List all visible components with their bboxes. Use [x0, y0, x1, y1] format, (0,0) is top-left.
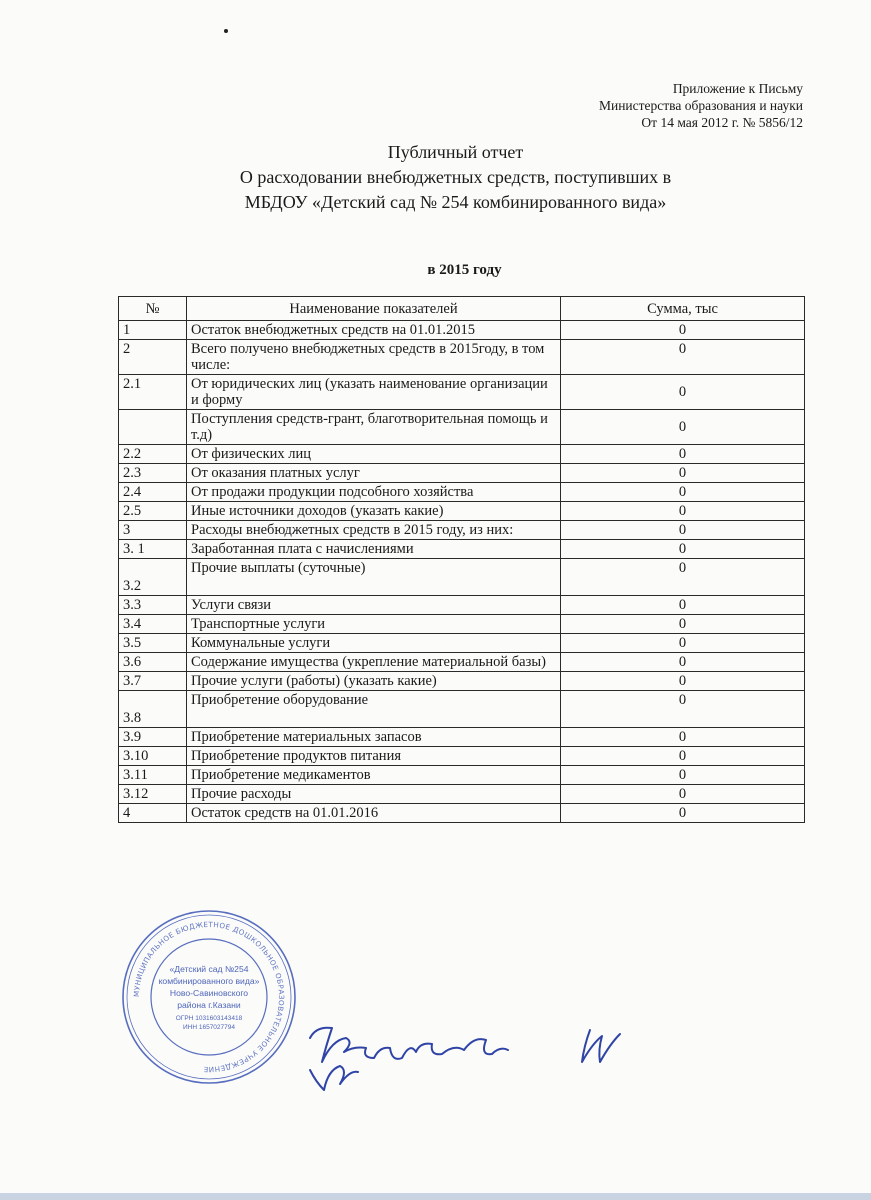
appendix-line: Приложение к Письму: [672, 81, 803, 96]
title-line: МБДОУ «Детский сад № 254 комбинированного вида»: [244, 192, 667, 212]
table-row: [119, 615, 805, 634]
table-row: [119, 672, 805, 691]
report-title: [0, 140, 871, 215]
header-sum: Сумма, тыс: [561, 297, 805, 321]
scan-edge: [0, 1193, 871, 1200]
table-row: [119, 728, 805, 747]
row-sum: 0: [561, 410, 805, 445]
table-row: [119, 521, 805, 540]
row-sum: 0: [561, 634, 805, 653]
row-sum: 0: [561, 464, 805, 483]
row-num: 3.4: [119, 615, 187, 634]
row-sum: 0: [561, 672, 805, 691]
row-num: 3.11: [119, 766, 187, 785]
row-name: Транспортные услуги: [187, 615, 561, 634]
row-name: Остаток средств на 01.01.2016: [187, 804, 561, 823]
row-sum: 0: [561, 559, 805, 596]
table-row: [119, 747, 805, 766]
table-row: [119, 375, 805, 410]
row-name: Приобретение продуктов питания: [187, 747, 561, 766]
row-sum: 0: [561, 691, 805, 728]
row-name: Услуги связи: [187, 596, 561, 615]
title-line: Публичный отчет: [387, 142, 524, 162]
row-num: 3.9: [119, 728, 187, 747]
table-row: [119, 785, 805, 804]
row-sum: 0: [561, 445, 805, 464]
header-name: Наименование показателей: [187, 297, 561, 321]
row-sum: 0: [561, 502, 805, 521]
table-row: [119, 691, 805, 728]
row-name: Коммунальные услуги: [187, 634, 561, 653]
row-num: 3.6: [119, 653, 187, 672]
row-name: Прочие услуги (работы) (указать какие): [187, 672, 561, 691]
row-name: Приобретение материальных запасов: [187, 728, 561, 747]
row-name: Поступления средств-грант, благотворительная помощь и т.д): [187, 410, 561, 445]
row-sum: 0: [561, 728, 805, 747]
row-name: Иные источники доходов (указать какие): [187, 502, 561, 521]
header-num: №: [119, 297, 187, 321]
table-row: [119, 464, 805, 483]
stamp-ring-text: МУНИЦИПАЛЬНОЕ БЮДЖЕТНОЕ ДОШКОЛЬНОЕ ОБРАЗОВАТЕЛЬНОЕ УЧРЕЖДЕНИЕ: [131, 919, 287, 1075]
row-name: От физических лиц: [187, 445, 561, 464]
row-num: 3.2: [119, 559, 187, 596]
stamp-ogrn: ОГРН 1031603143418: [175, 1015, 243, 1022]
row-num: 2.5: [119, 502, 187, 521]
row-name: Всего получено внебюджетных средств в 2015году, в том числе:: [187, 340, 561, 375]
table-row: [119, 340, 805, 375]
row-sum: 0: [561, 521, 805, 540]
row-name: Приобретение медикаментов: [187, 766, 561, 785]
appendix-line: От 14 мая 2012 г. № 5856/12: [641, 115, 803, 130]
row-name: Прочие расходы: [187, 785, 561, 804]
official-stamp: [120, 908, 298, 1086]
appendix-note: [599, 80, 803, 131]
row-num: 3.12: [119, 785, 187, 804]
row-sum: 0: [561, 785, 805, 804]
row-num: [119, 410, 187, 445]
report-period: [0, 262, 871, 279]
table-row: [119, 445, 805, 464]
row-sum: 0: [561, 375, 805, 410]
row-name: Приобретение оборудование: [187, 691, 561, 728]
row-sum: 0: [561, 321, 805, 340]
table-row: [119, 653, 805, 672]
table-row: [119, 540, 805, 559]
title-line: О расходовании внебюджетных средств, поступивших в: [239, 167, 672, 187]
row-num: 3.7: [119, 672, 187, 691]
row-name: От оказания платных услуг: [187, 464, 561, 483]
row-sum: 0: [561, 596, 805, 615]
row-num: 2: [119, 340, 187, 375]
row-sum: 0: [561, 615, 805, 634]
row-num: 3.8: [119, 691, 187, 728]
row-num: 2.4: [119, 483, 187, 502]
row-num: 4: [119, 804, 187, 823]
row-name: Расходы внебюджетных средств в 2015 году, из них:: [187, 521, 561, 540]
stamp-inn: ИНН 1657027794: [182, 1024, 236, 1031]
row-num: 2.3: [119, 464, 187, 483]
row-num: 3.5: [119, 634, 187, 653]
row-sum: 0: [561, 540, 805, 559]
table-row: [119, 410, 805, 445]
row-name: Остаток внебюджетных средств на 01.01.2015: [187, 321, 561, 340]
table-row: [119, 483, 805, 502]
handwritten-signature: [300, 1020, 640, 1120]
stamp-line: Ново-Савиновского: [169, 988, 249, 998]
row-num: 3. 1: [119, 540, 187, 559]
row-sum: 0: [561, 653, 805, 672]
row-name: От юридических лиц (указать наименование организации и форму: [187, 375, 561, 410]
row-sum: 0: [561, 340, 805, 375]
table-row: [119, 321, 805, 340]
table-header-row: [119, 297, 805, 321]
expense-table: [118, 296, 805, 823]
row-name: Заработанная плата с начислениями: [187, 540, 561, 559]
row-name: Прочие выплаты (суточные): [187, 559, 561, 596]
stamp-line: комбинированного вида»: [158, 976, 260, 986]
row-num: 3.10: [119, 747, 187, 766]
row-num: 1: [119, 321, 187, 340]
stamp-line: района г.Казани: [177, 1000, 241, 1010]
row-sum: 0: [561, 483, 805, 502]
row-sum: 0: [561, 766, 805, 785]
table-row: [119, 804, 805, 823]
row-name: От продажи продукции подсобного хозяйства: [187, 483, 561, 502]
table-row: [119, 634, 805, 653]
table-row: [119, 502, 805, 521]
row-name: Содержание имущества (укрепление материальной базы): [187, 653, 561, 672]
row-num: 3.3: [119, 596, 187, 615]
row-num: 3: [119, 521, 187, 540]
scan-speck: [224, 29, 228, 33]
row-num: 2.2: [119, 445, 187, 464]
stamp-line: «Детский сад №254: [169, 964, 249, 974]
row-sum: 0: [561, 747, 805, 766]
table-row: [119, 596, 805, 615]
table-row: [119, 766, 805, 785]
period-label: в 2015 году: [427, 262, 502, 278]
row-num: 2.1: [119, 375, 187, 410]
row-sum: 0: [561, 804, 805, 823]
appendix-line: Министерства образования и науки: [598, 98, 803, 113]
table-row: [119, 559, 805, 596]
